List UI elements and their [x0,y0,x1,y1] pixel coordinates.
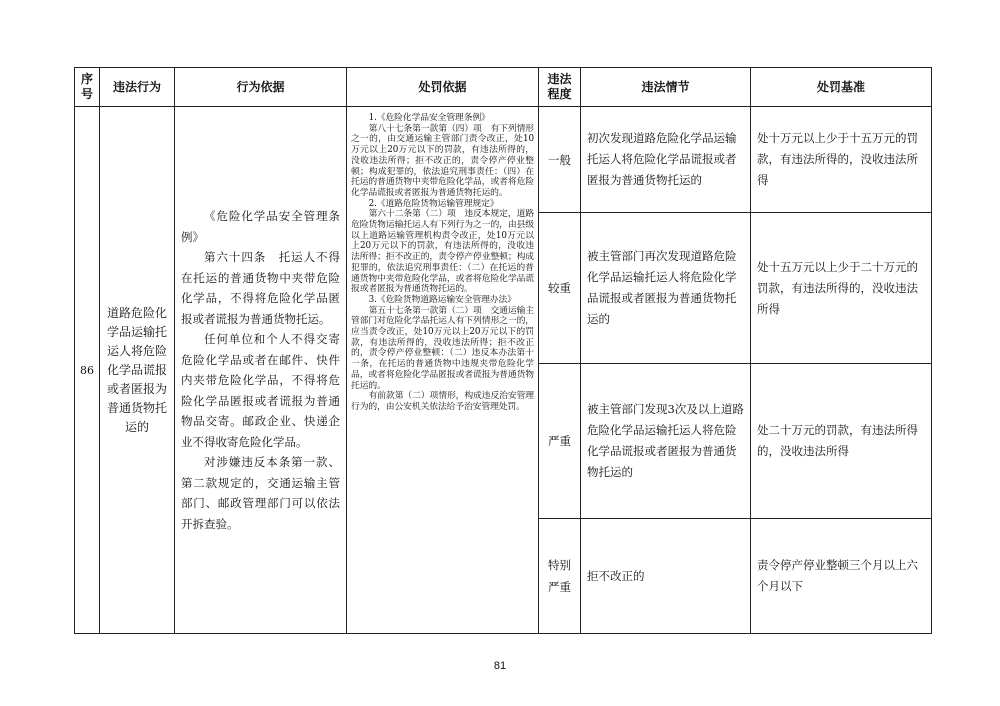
header-standard: 处罚基准 [751,68,932,107]
circumstance-cell-extreme: 拒不改正的 [581,519,751,634]
header-seq [75,68,100,107]
basis-title: 《危险化学品安全管理条例》 [181,209,340,244]
header-circumstance: 违法情节 [581,68,751,107]
behavior-cell: 道路危险化学品运输托运人将危险化学品谎报或者匿报为普通货物托运的 [100,107,175,634]
text-line: 严重 [548,580,571,594]
text-line: 特别 [548,558,571,572]
seq-cell: 86 [75,107,100,634]
degree-cell-severe: 严重 [539,364,581,519]
penalty-title-2: 2.《道路危险货物运输管理规定》 [368,198,499,209]
penalty-paragraph: 有前款第（二）项情形，构成违反治安管理行为的，由公安机关依法给予治安管理处罚。 [351,391,534,412]
header-penalty-basis: 处罚依据 [347,68,539,107]
standard-cell-severe: 处二十万元的罚款，有违法所得的，没收违法所得 [751,364,932,519]
penalty-title-1: 1.《危险化学品安全管理条例》 [368,113,490,123]
penalty-paragraph: 第八十七条第一款第（四）项 有下列情形之一的，由交通运输主管部门责令改正，处10万元以上20万元以下的罚款，有违法所得的，没收违法所得；拒不改正的，责令停产停业整顿；构成犯罪的，依法追究刑事责任：（四）在托运的普通货物中夹带危险化学品，或者将危险化学品谎报或者匿报为普通货物托运的。 [351,123,534,198]
table-row [75,107,932,213]
basis-cell [175,107,347,634]
basis-paragraph: 对涉嫌违反本条第一款、第二款规定的，交通运输主管部门、邮政管理部门可以依法开拆查验。 [181,455,340,531]
standard-cell-extreme: 责令停产停业整顿三个月以上六个月以下 [751,519,932,634]
text-line: 序 [80,72,93,86]
header-degree [539,68,581,107]
header-basis: 行为依据 [175,68,347,107]
header-behavior: 违法行为 [100,68,175,107]
text-line: 号 [80,87,93,101]
header-row [75,68,932,107]
penalty-basis-cell [347,107,539,634]
circumstance-cell-severe: 被主管部门发现3次及以上道路危险化学品运输托运人将危险化学品谎报或者匿报为普通货物托运的 [581,364,751,519]
text-line: 违法 [547,72,572,86]
basis-paragraph: 第六十四条 托运人不得在托运的普通货物中夹带危险化学品，不得将危险化学品匿报或者谎报为普通货物托运。 [181,250,340,326]
standard-cell-serious: 处十五万元以上少于二十万元的罚款，有违法所得的，没收违法所得 [751,213,932,364]
penalty-standard-table [74,67,932,634]
circumstance-cell-serious: 被主管部门再次发现道路危险化学品运输托运人将危险化学品谎报或者匿报为普通货物托运的 [581,213,751,364]
circumstance-cell-general: 初次发现道路危险化学品运输托运人将危险化学品谎报或者匿报为普通货物托运的 [581,107,751,213]
basis-paragraph: 任何单位和个人不得交寄危险化学品或者在邮件、快件内夹带危险化学品，不得将危险化学品匿报或者谎报为普通物品交寄。邮政企业、快递企业不得收寄危险化学品。 [181,332,340,449]
degree-cell-serious: 较重 [539,213,581,364]
standard-cell-general: 处十万元以上少于十五万元的罚款，有违法所得的，没收违法所得 [751,107,932,213]
text-line: 程度 [547,87,572,101]
degree-cell-extreme [539,519,581,634]
penalty-paragraph: 第五十七条第一款第（二）项 交通运输主管部门对危险化学品托运人有下列情形之一的，应当责令改正，处10万元以上20万元以下的罚款，有违法所得的，没收违法所得；拒不改正的，责令停产停业整顿：（二）违反本办法第十一条，在托运的普通货物中违规夹带危险化学品，或者将危险化学品匿报或者谎报为普通货物托运的。 [351,305,534,391]
page-number: 81 [493,660,507,672]
penalty-paragraph: 第六十二条第（二）项 违反本规定，道路危险货物运输托运人有下列行为之一的，由县级以上道路运输管理机构责令改正，处10万元以上20万元以下的罚款，有违法所得的，没收违法所得；拒不改正的，责令停产停业整顿；构成犯罪的，依法追究刑事责任：（二）在托运的普通货物中夹带危险化学品，或者将危险化学品谎报或者匿报为普通货物托运的。 [351,209,534,295]
penalty-title-3: 3.《危险货物道路运输安全管理办法》 [368,294,516,305]
degree-cell-general: 一般 [539,107,581,213]
